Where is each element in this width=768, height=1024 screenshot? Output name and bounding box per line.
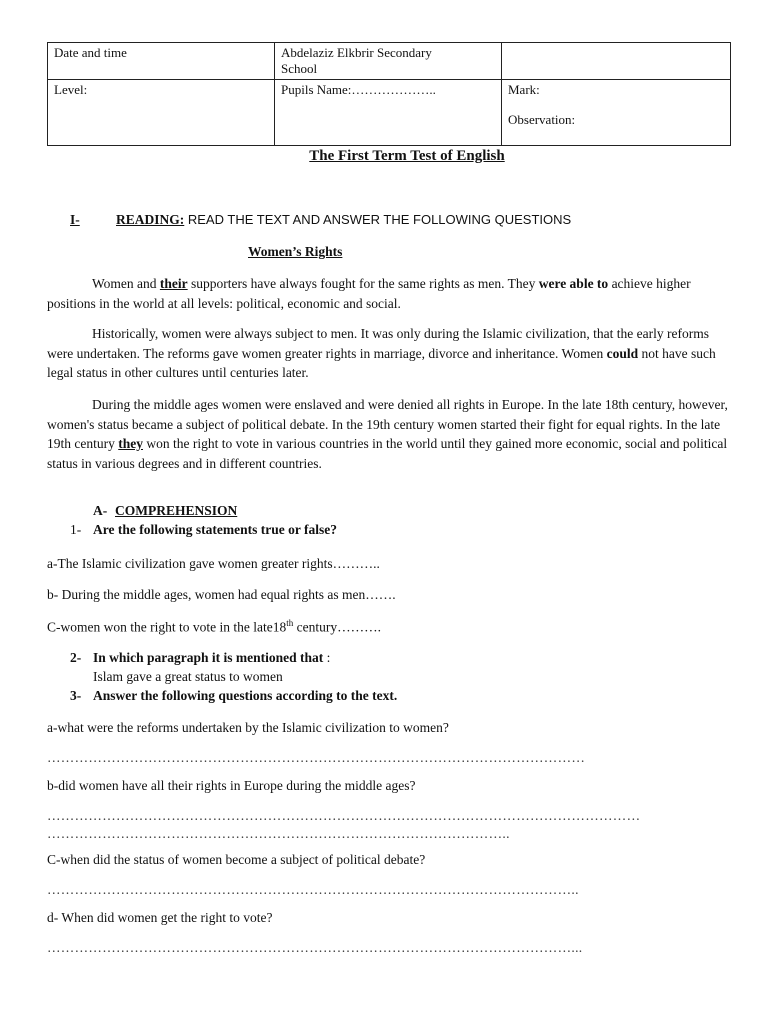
q1c-text-a: C-women won the right to vote in the late18 (47, 619, 287, 635)
q3-question-a: a-what were the reforms undertaken by the Islamic civilization to women? (47, 720, 449, 735)
section-label: READING: (116, 212, 185, 227)
paragraph-2 (47, 324, 737, 383)
p1-their: their (159, 276, 188, 291)
p1-text-a: Women and (92, 276, 160, 291)
q1-text: Are the following statements true or false? (93, 522, 337, 537)
question-2 (70, 650, 330, 666)
q2-subtext: Islam gave a great status to women (93, 669, 283, 684)
header-table (47, 42, 731, 146)
page-title: The First Term Test of English (309, 148, 505, 164)
q3-question-b: b-did women have all their rights in Europe during the middle ages? (47, 778, 416, 793)
date-time-cell (48, 43, 275, 80)
q1-statement-c (47, 618, 381, 636)
p3-text-b: won the right to vote in various countries in the world until they gained more economic, social and political status in various degrees and in different countries. (47, 436, 728, 471)
school-cell (275, 43, 502, 80)
observation-label: Observation: (508, 112, 576, 127)
section-instruction: READ THE TEXT AND ANSWER THE FOLLOWING QUESTIONS (184, 212, 572, 227)
school-name-line1: Abdelaziz Elkbrir Secondary (281, 45, 432, 60)
q1c-text-b: century………. (293, 619, 381, 635)
q2-number: 2- (70, 650, 82, 665)
q3c-answer-line[interactable]: …………………………………………………………………………………………………….. (47, 882, 579, 897)
comprehension-letter: A- (93, 503, 108, 518)
q1-number: 1- (70, 522, 82, 537)
level-label: Level: (54, 82, 88, 97)
school-name-line2: School (281, 61, 318, 76)
question-3 (70, 688, 397, 704)
q3a-answer-line[interactable]: ……………………………………………………………………………………………………… (47, 750, 586, 765)
p3-they: they (118, 436, 143, 451)
pupils-name-cell (275, 80, 502, 146)
reading-section-heading (70, 212, 571, 228)
q1-statement-b: b- During the middle ages, women had equal rights as men……. (47, 587, 396, 602)
p3-text-a: During the middle ages women were enslaved and were denied all rights in Europe. In the late 18th century, however, women's status became a subject of political debate. In the 19th century women started their fight for equal rights. In the late 19th century (47, 397, 728, 451)
p1-text-b: supporters have always fought for the same rights as men. They (187, 276, 539, 291)
comprehension-heading (93, 503, 237, 519)
pupils-name-label: Pupils Name:……………….. (281, 82, 436, 97)
q2-colon: : (323, 650, 331, 665)
q3b-answer-line-2[interactable]: ……………………………………………………………………………………….. (47, 826, 510, 841)
mark-label: Mark: (508, 82, 540, 97)
p2-could: could (606, 345, 639, 361)
paragraph-3 (47, 395, 737, 473)
p1-text-c: achieve higher positions in the world at all levels: political, economic and social. (47, 276, 691, 311)
q3-number: 3- (70, 688, 82, 703)
passage-title: Women’s Rights (248, 244, 343, 259)
section-number: I- (70, 212, 80, 227)
p2-text-a: Historically, women were always subject to men. It was only during the Islamic civilization, that the early reforms were undertaken. The reforms gave women greater rights in marriage, divorce and inheritance. Women (47, 326, 709, 361)
q1-statement-a: a-The Islamic civilization gave women greater rights……….. (47, 556, 380, 571)
q3-text: Answer the following questions according to the text. (93, 688, 398, 703)
q3b-answer-line-1[interactable]: ………………………………………………………………………………………………………………… (47, 808, 641, 823)
q2-text: In which paragraph it is mentioned that (93, 650, 324, 665)
p1-were-able-to: were able to (538, 276, 609, 291)
level-cell (48, 80, 275, 146)
q3-question-d: d- When did women get the right to vote? (47, 910, 273, 925)
question-1 (70, 522, 337, 538)
blank-cell (502, 43, 731, 80)
date-time-label: Date and time (54, 45, 127, 60)
mark-cell (502, 80, 731, 146)
p2-text-b: not have such legal status in other cultures until centuries later. (47, 345, 716, 380)
paragraph-1 (47, 274, 737, 313)
comprehension-label: COMPREHENSION (115, 503, 238, 518)
q1c-sup: th (286, 618, 294, 628)
q3d-answer-line[interactable]: ……………………………………………………………………………………………………... (47, 940, 583, 955)
q3-question-c: C-when did the status of women become a subject of political debate? (47, 852, 426, 867)
